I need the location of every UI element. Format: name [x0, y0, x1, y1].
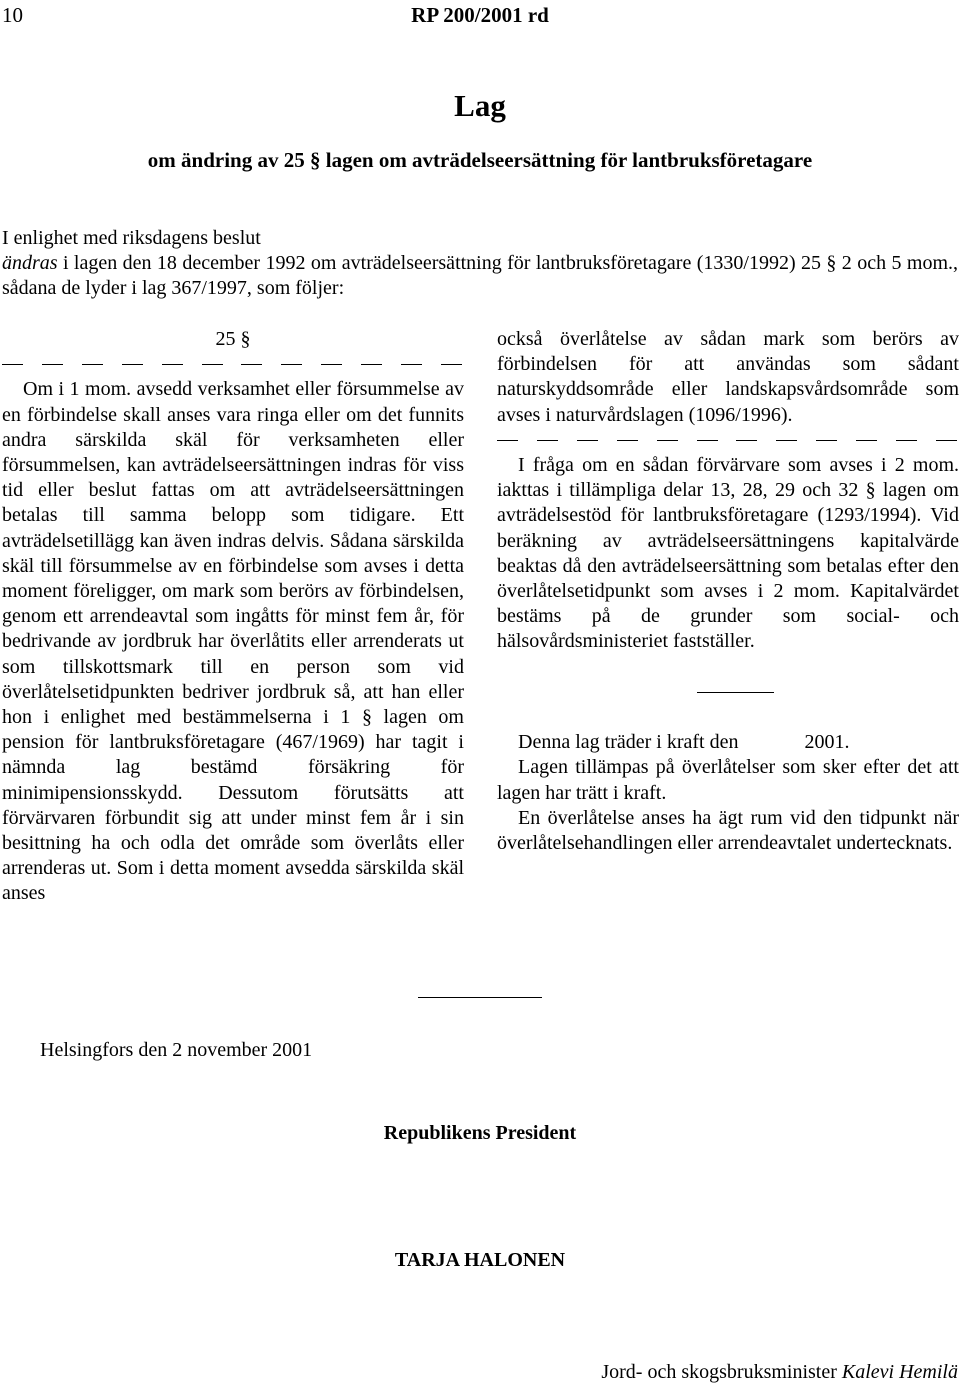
- omission-line: [2, 352, 464, 377]
- left-column: [2, 327, 464, 907]
- section-heading: 25 §: [215, 328, 251, 350]
- section-end-rule: [497, 680, 959, 705]
- application-paragraph: Lagen tillämpas på överlåtelser som sker efter det att lagen har trätt i kraft.: [497, 756, 959, 804]
- president-title: Republikens President: [383, 1122, 577, 1144]
- page-number: 10: [2, 3, 23, 27]
- preamble-text-1: i lagen den 18 december 1992 om avträdelseersättning för lantbruksföretagare (1330/1992) 25 § 2 och 5 mom.: [57, 252, 953, 275]
- entry-into-force-year: 2001.: [804, 731, 850, 754]
- right-column: [497, 327, 959, 856]
- running-title: RP 200/2001 rd: [411, 3, 549, 27]
- end-rule: [418, 997, 542, 998]
- entry-into-force-text: Denna lag träder i kraft den: [518, 731, 739, 754]
- minister-name: Kalevi Hemilä: [841, 1361, 958, 1383]
- law-title: Lag: [454, 88, 506, 123]
- section-paragraph-right: I fråga om en sådan förvärvare som avses i 2 mom. iakttas i tillämpliga delar 13, 28, 29 och 32 § lagen om avträdelsestöd för lantbruksföretagare (1293/1994). Vid beräkning av avträdelseersättningens kapitalvärde beaktas då den avträdelseersättning som betalas efter den överlåtelsetidpunkt som avses i 2 mom. Kapitalvärdet bestäms på de grunder som social- och hälsovårdsministeriet fastställer.: [497, 454, 959, 653]
- preamble-amendment: [2, 251, 958, 301]
- law-subtitle: om ändring av 25 § lagen om avträdelseersättning för lantbruksföretagare: [147, 148, 813, 172]
- transfer-paragraph: En överlåtelse anses ha ägt rum vid den tidpunkt när överlåtelsehandlingen eller arrendeavtalet undertecknats.: [497, 806, 959, 854]
- minister-signature: [601, 1360, 958, 1385]
- place-date: Helsingfors den 2 november 2001: [40, 1039, 313, 1061]
- omission-line-2: [497, 428, 959, 453]
- preamble-text-2: , sådana de lyder i lag 367/1997, som följer:: [2, 252, 958, 300]
- minister-title: Jord- och skogsbruksminister: [601, 1361, 837, 1383]
- section-paragraph-left: Om i 1 mom. avsedd verksamhet eller försummelse av en förbindelse skall anses vara ringa eller om det funnits andra särskilda skäl för verksamheten eller försummelsen, kan avträdelseersättningen indras för viss tid eller beslut fattas om att avträdelseersättningen betalas till samma belopp som tidigare. Ett avträdelsetillägg kan även indras delvis. Sådana särskilda skäl till försummelse av en förbindelse som avses i detta moment föreligger, om mark som berörs av förbindelsen, genom ett arrendeavtal som ingåtts för minst fem år, för bedrivande av jordbruk har överlåtits eller arrenderats ut som tillskottsmark till en person som vid överlåtelsetidpunkten bedriver jordbruk så, att han eller hon i enlighet med bestämmelserna i 1 § lagen om pension för lantbruksföretagare (467/1969) har tagit i nämnda lag bestämd försäkring för minimipensionsskydd. Dessutom förutsätts att förvärvaren förbundit sig att under minst fem år i sin besittning ha och odla det område som överlåts eller arrenderas ut. Som i detta moment avsedda särskilda skäl anses: [2, 378, 464, 905]
- preamble-intro: I enlighet med riksdagens beslut: [2, 227, 261, 249]
- section-paragraph-continued: också överlåtelse av sådan mark som berörs av förbindelsen för att användas som sådant naturskyddsområde eller landskapsvårdsområde som avses i naturvårdslagen (1096/1996).: [497, 328, 959, 426]
- entry-into-force: [497, 730, 959, 755]
- preamble-keyword: ändras: [2, 252, 58, 275]
- preamble: [2, 226, 958, 302]
- president-name: TARJA HALONEN: [394, 1249, 566, 1271]
